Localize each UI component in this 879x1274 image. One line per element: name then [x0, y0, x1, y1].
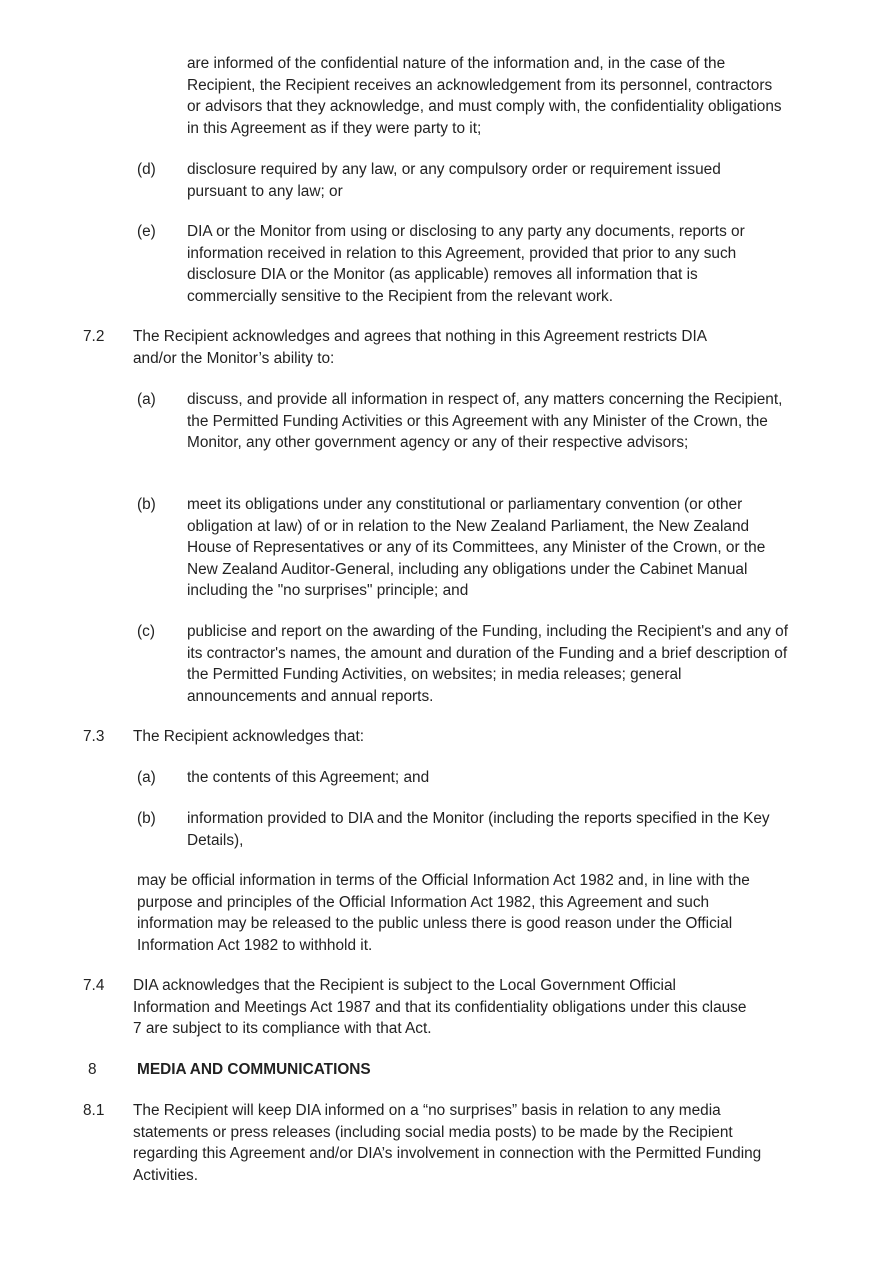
item-text: discuss, and provide all information in respect of, any matters concerning the Recipient, the Permitted Funding Activities or this Agreement with any Minister of the Crown, the Monitor, any other government agency or any of their respective advisors;: [187, 391, 783, 452]
clause-text: The Recipient acknowledges that:: [133, 728, 364, 745]
clause-number: 7.3: [83, 728, 105, 745]
item-text: meet its obligations under any constitutional or parliamentary convention (or other obligation at law) of or in relation to the New Zealand Parliament, the New Zealand House of Representatives or any of its Committees, any Minister of the Crown, or the New Zealand Auditor-General, including any obligations under the Cabinet Manual including the "no surprises" principle; and: [187, 496, 766, 600]
continued-paragraph: are informed of the confidential nature of the information and, in the case of the Recipient, the Recipient receives an acknowledgement from its personnel, contractors or advisors that they acknowledge, and must comply with, the confidentiality obligations in this Agreement as if they were party to it;: [187, 55, 782, 137]
clause-text: The Recipient acknowledges and agrees that nothing in this Agreement restricts DIA and/or the Monitor’s ability to:: [133, 328, 707, 367]
clause-number: 7.2: [83, 328, 105, 345]
item-label: (a): [137, 391, 156, 408]
section-number: 8: [88, 1061, 97, 1078]
clause-text: The Recipient will keep DIA informed on a “no surprises” basis in relation to any media statements or press releases (including social media posts) to be made by the Recipient regarding this Agreement and/or DIA’s involvement in connection with the Permitted Funding Activities.: [133, 1102, 762, 1184]
item-text: DIA or the Monitor from using or disclosing to any party any documents, reports or information received in relation to this Agreement, provided that prior to any such disclosure DIA or the Monitor (as applicable) removes all information that is commercially sensitive to the Recipient from the relevant work.: [187, 223, 745, 305]
item-label: (c): [137, 623, 155, 640]
item-text: disclosure required by any law, or any compulsory order or requirement issued pursuant to any law; or: [187, 161, 721, 200]
item-text: information provided to DIA and the Monitor (including the reports specified in the Key Details),: [187, 810, 770, 849]
item-text: the contents of this Agreement; and: [187, 769, 430, 786]
clause-number: 7.4: [83, 977, 105, 994]
clause-tail-text: may be official information in terms of the Official Information Act 1982 and, in line with the purpose and principles of the Official Information Act 1982, this Agreement and such information may be released to the public unless there is good reason under the Official Information Act 1982 to withhold it.: [137, 872, 750, 954]
clause-text: DIA acknowledges that the Recipient is subject to the Local Government Official Information and Meetings Act 1987 and that its confidentiality obligations under this clause 7 are subject to its compliance with that Act.: [133, 977, 747, 1038]
section-heading: MEDIA AND COMMUNICATIONS: [137, 1061, 371, 1078]
item-text: publicise and report on the awarding of the Funding, including the Recipient's and any of its contractor's names, the amount and duration of the Funding and a brief description of the Permitted Funding Activities, on websites; in media releases; general announcements and annual reports.: [187, 623, 789, 705]
item-label: (b): [137, 496, 156, 513]
item-label: (b): [137, 810, 156, 827]
item-label: (e): [137, 223, 156, 240]
item-label: (a): [137, 769, 156, 786]
clause-number: 8.1: [83, 1102, 105, 1119]
item-label: (d): [137, 161, 156, 178]
